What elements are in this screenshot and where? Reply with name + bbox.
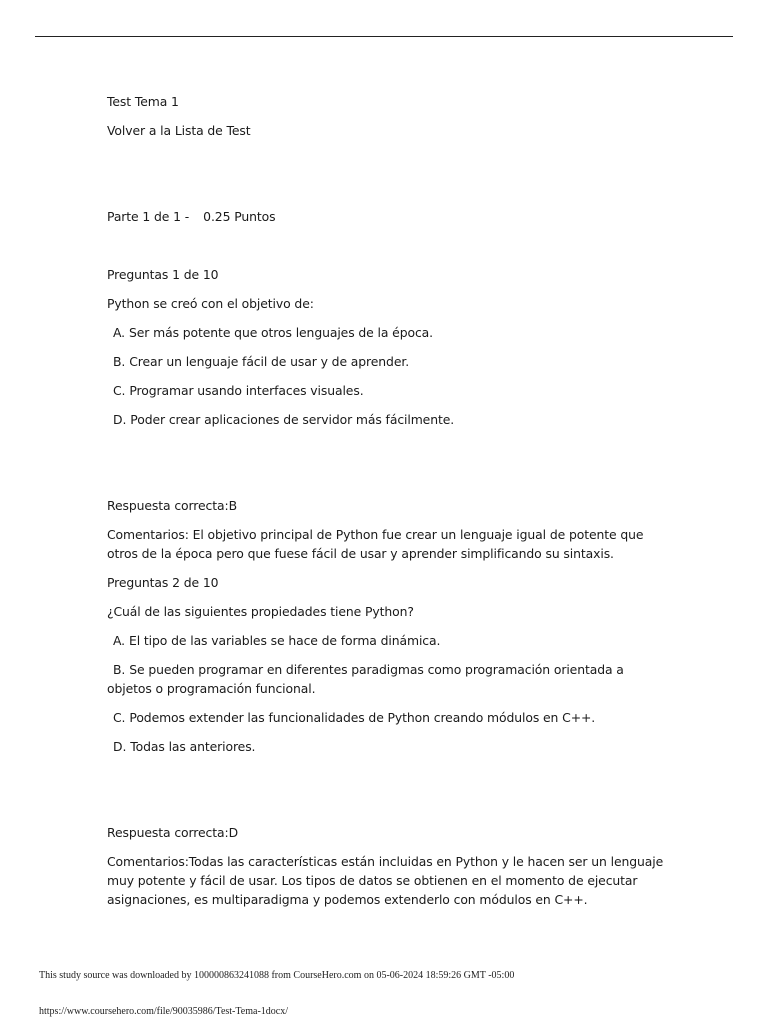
option-text: Crear un lenguaje fácil de usar y de aprender. (129, 354, 410, 369)
question-2-option-b (107, 660, 667, 698)
question-1-comment: Comentarios: El objetivo principal de Python fue crear un lenguaje igual de potente que otros de la época pero que fuese fácil de usar y aprender simplificando su sintaxis. (107, 527, 644, 561)
option-text: Todas las anteriores. (130, 739, 256, 754)
question-2-correct-answer: Respuesta correcta:D (107, 825, 239, 840)
question-1-correct-answer: Respuesta correcta:B (107, 498, 237, 513)
option-text: Poder crear aplicaciones de servidor más fácilmente. (130, 412, 455, 427)
part-label: Parte 1 de 1 - (107, 209, 190, 224)
option-text: El tipo de las variables se hace de forma dinámica. (129, 633, 441, 648)
question-1-text: Python se creó con el objetivo de: (107, 296, 314, 311)
option-letter: A. (113, 325, 125, 340)
back-to-test-list-link[interactable]: Volver a la Lista de Test (107, 123, 251, 138)
question-2-text: ¿Cuál de las siguientes propiedades tiene Python? (107, 604, 414, 619)
option-letter: C. (113, 383, 126, 398)
question-2-comment: Comentarios:Todas las características están incluidas en Python y le hacen ser un lenguaje muy potente y fácil de usar. Los tipos de datos se obtienen en el momento de ejecutar asignaciones, es multiparadigma y podemos extenderlo con módulos en C++. (107, 854, 664, 907)
question-1-option-d (107, 410, 667, 429)
top-divider (35, 36, 733, 37)
part-header (107, 207, 667, 226)
option-letter: B. (113, 354, 126, 369)
option-text: Podemos extender las funcionalidades de Python creando módulos en C++. (129, 710, 596, 725)
download-source-notice: This study source was downloaded by 100000863241088 from CourseHero.com on 05-06-2024 18:59:26 GMT -05:00 (39, 970, 515, 981)
test-title: Test Tema 1 (107, 94, 179, 109)
option-text: Ser más potente que otros lenguajes de la época. (129, 325, 433, 340)
question-1-option-c (107, 381, 667, 400)
question-2-option-d (107, 737, 667, 756)
option-letter: D. (113, 412, 127, 427)
question-1-option-a (107, 323, 667, 342)
option-text: Se pueden programar en diferentes paradigmas como programación orientada a objetos o programación funcional. (107, 662, 624, 696)
option-letter: B. (113, 662, 126, 677)
option-letter: A. (113, 633, 125, 648)
option-text: Programar usando interfaces visuales. (129, 383, 364, 398)
option-letter: C. (113, 710, 126, 725)
question-2-option-a (107, 631, 667, 650)
source-url[interactable]: https://www.coursehero.com/file/90035986/Test-Tema-1docx/ (39, 1006, 289, 1017)
question-2-option-c (107, 708, 667, 727)
question-2-count: Preguntas 2 de 10 (107, 575, 219, 590)
option-letter: D. (113, 739, 127, 754)
question-1-count: Preguntas 1 de 10 (107, 267, 219, 282)
points-label: 0.25 Puntos (203, 209, 276, 224)
question-1-option-b (107, 352, 667, 371)
document-body (107, 92, 667, 919)
